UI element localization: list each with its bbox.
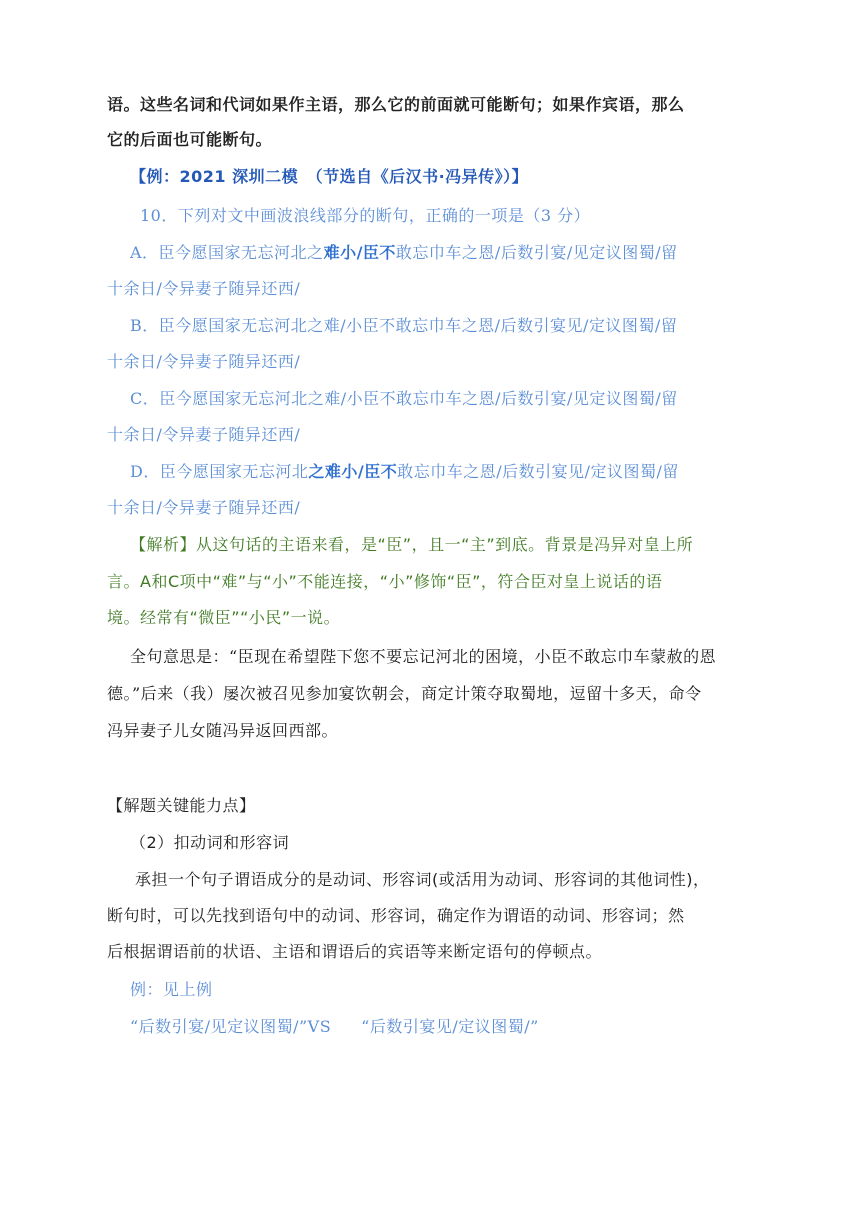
comparison-line	[130, 1017, 539, 1037]
point-2-heading: （2）扣动词和形容词	[130, 833, 290, 852]
option-d-line-2: 十余日/令异妻子随异还西/	[107, 498, 301, 517]
option-d-line-1	[130, 462, 679, 482]
analysis-line-2: 言。A和C项中“难”与“小”不能连接，“小”修饰“臣”，符合臣对皇上说话的语	[107, 572, 663, 591]
option-a-text-end: 敢忘巾车之恩/后数引宴/见定议图蜀/留	[395, 243, 678, 262]
option-a-emphasis: 难小/臣不	[323, 243, 396, 262]
comparison-left: “后数引宴/见定议图蜀/”VS	[130, 1017, 332, 1036]
intro-line-2: 它的后面也可能断句。	[107, 130, 273, 149]
analysis-line-3: 境。经常有“微臣”“小民”一说。	[107, 608, 341, 627]
body-line-2: 断句时，可以先找到语句中的动词、形容词，确定作为谓语的动词、形容词；然	[107, 906, 685, 925]
analysis-line-1: 【解析】从这句话的主语来看，是“臣”，且一“主”到底。背景是冯异对皇上所	[130, 535, 694, 554]
key-section-title: 【解题关键能力点】	[107, 796, 256, 815]
body-line-1: 承担一个句子谓语成分的是动词、形容词(或活用为动词、形容词的其他词性)，	[135, 870, 710, 889]
option-c-line-1: C．臣今愿国家无忘河北之难/小臣不敢忘巾车之恩/后数引宴/见定议图蜀/留	[130, 389, 678, 408]
option-c-line-2: 十余日/令异妻子随异还西/	[107, 425, 301, 444]
option-b-line-1: B．臣今愿国家无忘河北之难/小臣不敢忘巾车之恩/后数引宴见/定议图蜀/留	[130, 316, 678, 335]
option-a-text-start: A．臣今愿国家无忘河北之	[130, 243, 324, 262]
example-header: 【例：2021 深圳二模 （节选自《后汉书·冯异传》）】	[130, 167, 529, 186]
option-d-emphasis: 之难小/臣不	[308, 462, 398, 481]
option-b-line-2: 十余日/令异妻子随异还西/	[107, 352, 301, 371]
meaning-line-3: 冯异妻子儿女随冯异返回西部。	[107, 721, 339, 740]
question-stem: 10．下列对文中画波浪线部分的断句，正确的一项是（3 分）	[140, 206, 591, 225]
meaning-line-2: 德。”后来（我）屡次被召见参加宴饮朝会，商定计策夺取蜀地，逗留十多天，命令	[107, 684, 702, 703]
intro-line-1: 语。这些名词和代词如果作主语，那么它的前面就可能断句；如果作宾语，那么	[107, 95, 685, 114]
meaning-line-1: 全句意思是：“臣现在希望陛下您不要忘记河北的困境，小臣不敢忘巾车蒙赦的恩	[130, 647, 717, 666]
option-a-line-2: 十余日/令异妻子随异还西/	[107, 279, 301, 298]
comparison-right: “后数引宴见/定议图蜀/”	[361, 1017, 539, 1036]
option-d-text-end: 敢忘巾车之恩/后数引宴见/定议图蜀/留	[397, 462, 679, 481]
example-2: 例：见上例	[130, 980, 213, 999]
option-a-line-1	[130, 243, 678, 263]
body-line-3: 后根据谓语前的状语、主语和谓语后的宾语等来断定语句的停顿点。	[107, 942, 603, 961]
option-d-text-start: D．臣今愿国家无忘河北	[130, 462, 309, 481]
